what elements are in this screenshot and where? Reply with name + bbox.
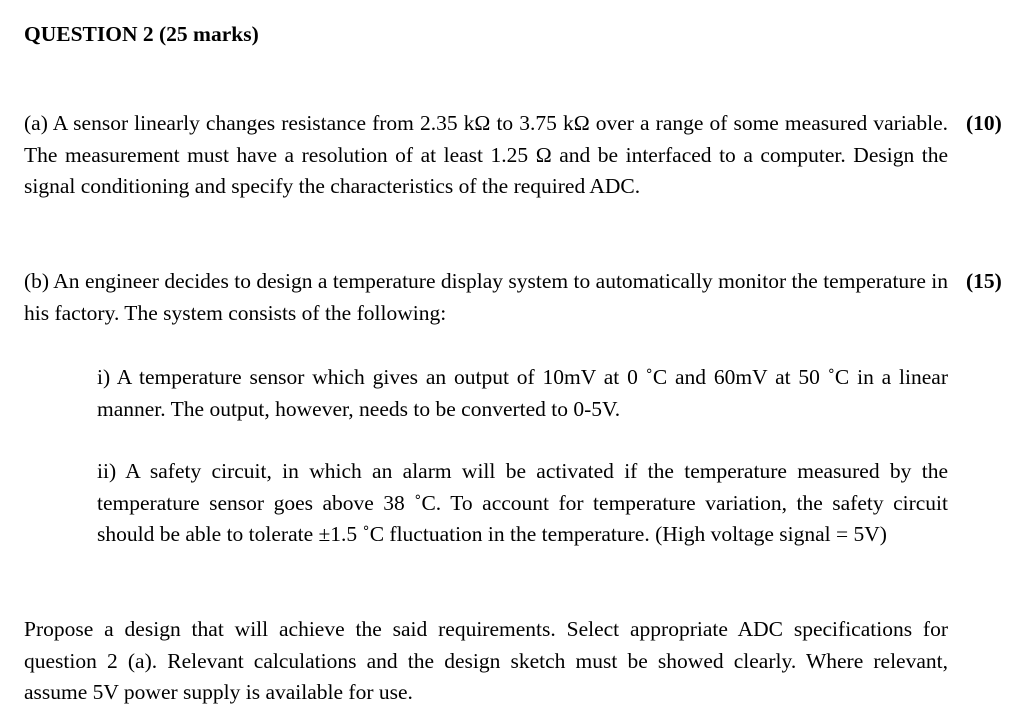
part-b-item-i: i) A temperature sensor which gives an output of 10mV at 0 ˚C and 60mV at 50 ˚C in a linear manner. The output, however, needs to be converted to 0-5V. <box>97 365 948 421</box>
question-title: QUESTION 2 (25 marks) <box>24 22 259 46</box>
part-a-marks: (10) <box>966 111 1002 135</box>
part-b-marks: (15) <box>966 269 1002 293</box>
closing-instructions: Propose a design that will achieve the said requirements. Select appropriate ADC specifications for question 2 (a). Relevant calculations and the design sketch must be showed clearly. Where relevant, assume 5V power supply is available for use. <box>24 617 948 704</box>
part-b-item-ii: ii) A safety circuit, in which an alarm will be activated if the temperature measured by the temperature sensor goes above 38 ˚C. To account for temperature variation, the safety circuit should be able to tolerate ±1.5 ˚C fluctuation in the temperature. (High voltage signal = 5V) <box>97 459 948 546</box>
part-a-text: (a) A sensor linearly changes resistance from 2.35 kΩ to 3.75 kΩ over a range of some measured variable. The measurement must have a resolution of at least 1.25 Ω and be interfaced to a computer. Design the signal conditioning and specify the characteristics of the required ADC. <box>24 111 948 198</box>
part-b-text: (b) An engineer decides to design a temperature display system to automatically monitor the temperature in his factory. The system consists of the following: <box>24 269 948 325</box>
